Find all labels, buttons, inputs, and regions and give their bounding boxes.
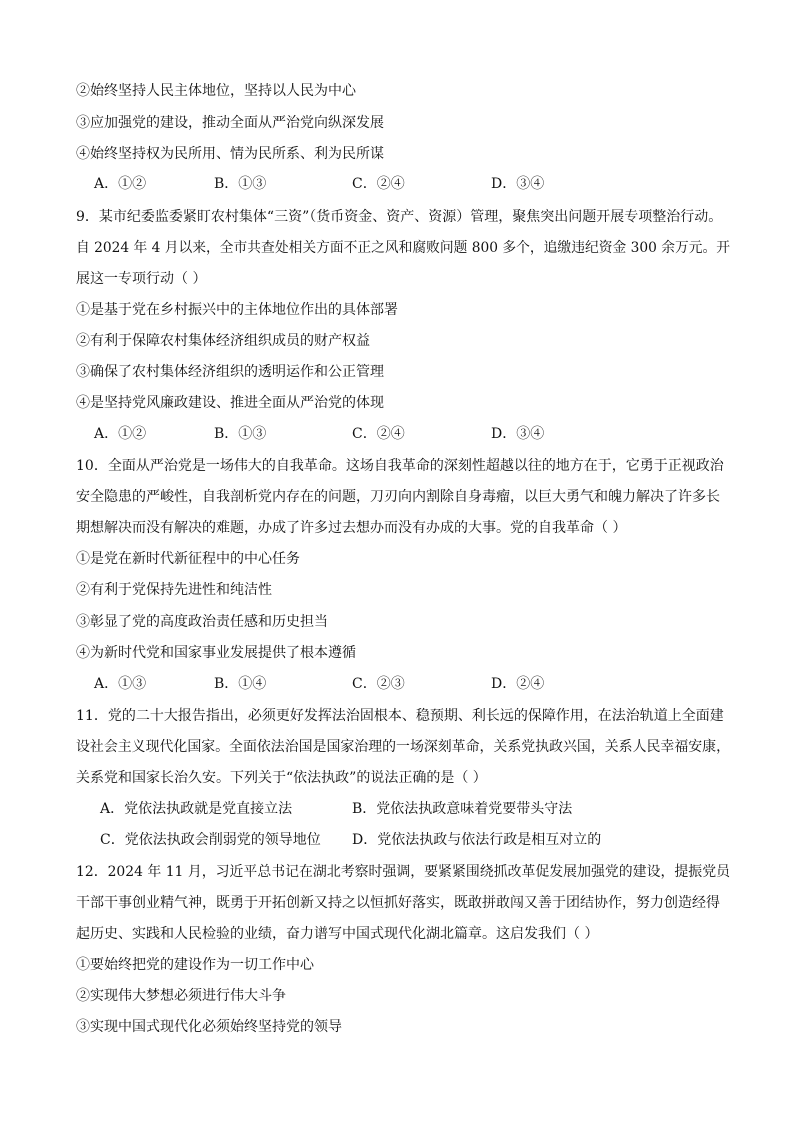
question-10-stem-line: 期想解决而没有解决的难题，办成了许多过去想办而没有办成的大事。党的自我革命（ ） <box>76 520 627 536</box>
question-10-stem-line: 10．全面从严治党是一场伟大的自我革命。这场自我革命的深刻性超越以往的地方在于，它勇于正视政治 <box>76 458 724 474</box>
statement-item: ③实现中国式现代化必须始终坚持党的领导 <box>76 1019 342 1035</box>
statement-item: ③确保了农村集体经济组织的透明运作和公正管理 <box>76 364 384 380</box>
statement-item: ③彰显了党的高度政治责任感和历史担当 <box>76 614 328 630</box>
option-d[interactable]: D．③④ <box>491 176 545 192</box>
option-a[interactable]: A．①② <box>94 176 147 192</box>
question-11-stem-line: 设社会主义现代化国家。全面依法治国是国家治理的一场深刻革命，关系党执政兴国，关系人民幸福安康， <box>76 739 730 755</box>
option-b[interactable]: B．①④ <box>214 676 267 692</box>
statement-item: ④始终坚持权为民所用、情为民所系、利为民所谋 <box>76 146 384 162</box>
option-b[interactable]: B．党依法执政意味着党要带头守法 <box>352 801 573 817</box>
option-b[interactable]: B．①③ <box>214 176 267 192</box>
option-a[interactable]: A．①② <box>94 426 147 442</box>
question-10-stem-line: 安全隐患的严峻性，自我剖析党内存在的问题，刀刃向内割除自身毒瘤，以巨大勇气和魄力解决了许多长 <box>76 489 720 505</box>
statement-item: ①是基于党在乡村振兴中的主体地位作出的具体部署 <box>76 302 398 318</box>
option-d[interactable]: D．②④ <box>491 676 545 692</box>
question-12-stem-line: 干部干事创业精气神，既勇于开拓创新又持之以恒抓好落实，既敢拼敢闯又善于团结协作，努力创造经得 <box>76 895 720 911</box>
question-11-stem-line: 关系党和国家长治久安。下列关于“依法执政”的说法正确的是（ ） <box>76 770 487 786</box>
option-d[interactable]: D．党依法执政与依法行政是相互对立的 <box>352 832 602 848</box>
option-d[interactable]: D．③④ <box>491 426 545 442</box>
option-a[interactable]: A．党依法执政就是党直接立法 <box>100 801 293 817</box>
option-b[interactable]: B．①③ <box>214 426 267 442</box>
statement-item: ④是坚持党风廉政建设、推进全面从严治党的体现 <box>76 395 384 411</box>
option-c[interactable]: C．②③ <box>352 676 405 692</box>
question-9-stem-line: 展这一专项行动（ ） <box>76 271 207 287</box>
option-c[interactable]: C．党依法执政会削弱党的领导地位 <box>100 832 321 848</box>
question-12-stem-line: 起历史、实践和人民检验的业绩，奋力谱写中国式现代化湖北篇章。这启发我们（ ） <box>76 926 599 942</box>
statement-item: ④为新时代党和国家事业发展提供了根本遵循 <box>76 645 356 661</box>
question-9-stem-line: 自 2024 年 4 月以来，全市共查处相关方面不正之风和腐败问题 800 多个，追缴违纪资金 300 余万元。开 <box>76 240 731 256</box>
statement-item: ②始终坚持人民主体地位，坚持以人民为中心 <box>76 83 356 99</box>
question-12-stem-line: 12．2024 年 11 月，习近平总书记在湖北考察时强调，要紧紧围绕抓改革促发展加强党的建设，提振党员 <box>76 864 730 880</box>
option-c[interactable]: C．②④ <box>352 176 405 192</box>
statement-item: ③应加强党的建设，推动全面从严治党向纵深发展 <box>76 115 384 131</box>
option-c[interactable]: C．②④ <box>352 426 405 442</box>
question-11-stem-line: 11．党的二十大报告指出，必须更好发挥法治固根本、稳预期、利长远的保障作用，在法治轨道上全面建 <box>76 708 724 724</box>
question-9-stem-line: 9．某市纪委监委紧盯农村集体“三资”（货币资金、资产、资源）管理，聚焦突出问题开展专项整治行动。 <box>76 209 723 225</box>
statement-item: ①要始终把党的建设作为一切工作中心 <box>76 957 314 973</box>
statement-item: ②实现伟大梦想必须进行伟大斗争 <box>76 988 286 1004</box>
statement-item: ②有利于党保持先进性和纯洁性 <box>76 582 272 598</box>
statement-item: ②有利于保障农村集体经济组织成员的财产权益 <box>76 333 370 349</box>
statement-item: ①是党在新时代新征程中的中心任务 <box>76 551 300 567</box>
option-a[interactable]: A．①③ <box>94 676 147 692</box>
